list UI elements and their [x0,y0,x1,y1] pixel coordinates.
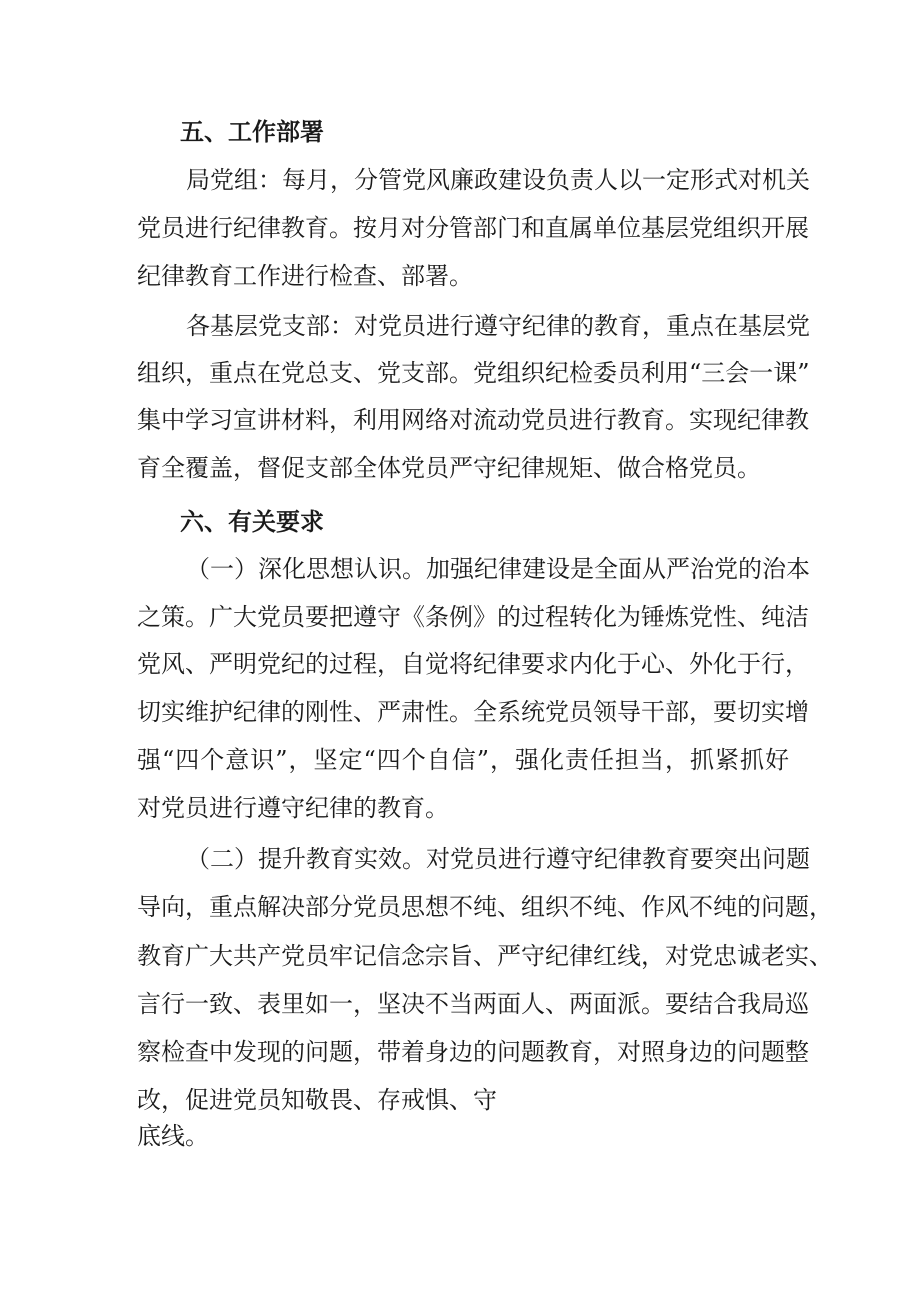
paragraph-line: 党风、严明党纪的过程，自觉将纪律要求内化于心、外化于行， [137,650,809,678]
paragraph-line: （一）深化思想认识。加强纪律建设是全面从严治党的治本 [186,555,810,583]
paragraph-line: 言行一致、表里如一，坚决不当两面人、两面派。要结合我局巡 [137,990,809,1018]
paragraph-line: 改，促进党员知敬畏、存戒惧、守 [137,1086,497,1114]
paragraph-line: 之策。广大党员要把遵守《条例》的过程转化为锤炼党性、纯洁 [137,603,809,631]
paragraph-line: 对党员进行遵守纪律的教育。 [137,794,449,822]
section-heading-6: 六、有关要求 [180,508,324,536]
paragraph-line: 育全覆盖，督促支部全体党员严守纪律规矩、做合格党员。 [137,454,761,482]
paragraph-line: 切实维护纪律的刚性、严肃性。全系统党员领导干部，要切实增 [137,698,809,726]
paragraph-line: 纪律教育工作进行检查、部署。 [137,262,473,290]
paragraph-line: 导向，重点解决部分党员思想不纯、组织不纯、作风不纯的问题， [137,893,833,921]
paragraph-line: 各基层党支部：对党员进行遵守纪律的教育，重点在基层党 [186,312,810,340]
paragraph-line: 察检查中发现的问题，带着身边的问题教育，对照身边的问题整 [137,1038,809,1066]
paragraph-line: 教育广大共产党员牢记信念宗旨、严守纪律红线，对党忠诚老实、 [137,942,833,970]
section-heading-5: 五、工作部署 [180,118,324,146]
paragraph-line: 强“四个意识”，坚定“四个自信”，强化责任担当，抓紧抓好 [137,746,789,774]
paragraph-line: 底线。 [137,1122,209,1150]
paragraph-line: 集中学习宣讲材料，利用网络对流动党员进行教育。实现纪律教 [137,406,809,434]
paragraph-line: 党员进行纪律教育。按月对分管部门和直属单位基层党组织开展 [137,214,809,242]
paragraph-line: 局党组：每月，分管党风廉政建设负责人以一定形式对机关 [186,166,810,194]
paragraph-line: 组织，重点在党总支、党支部。党组织纪检委员利用“三会一课” [137,359,810,387]
paragraph-line: （二）提升教育实效。对党员进行遵守纪律教育要突出问题 [186,845,810,873]
